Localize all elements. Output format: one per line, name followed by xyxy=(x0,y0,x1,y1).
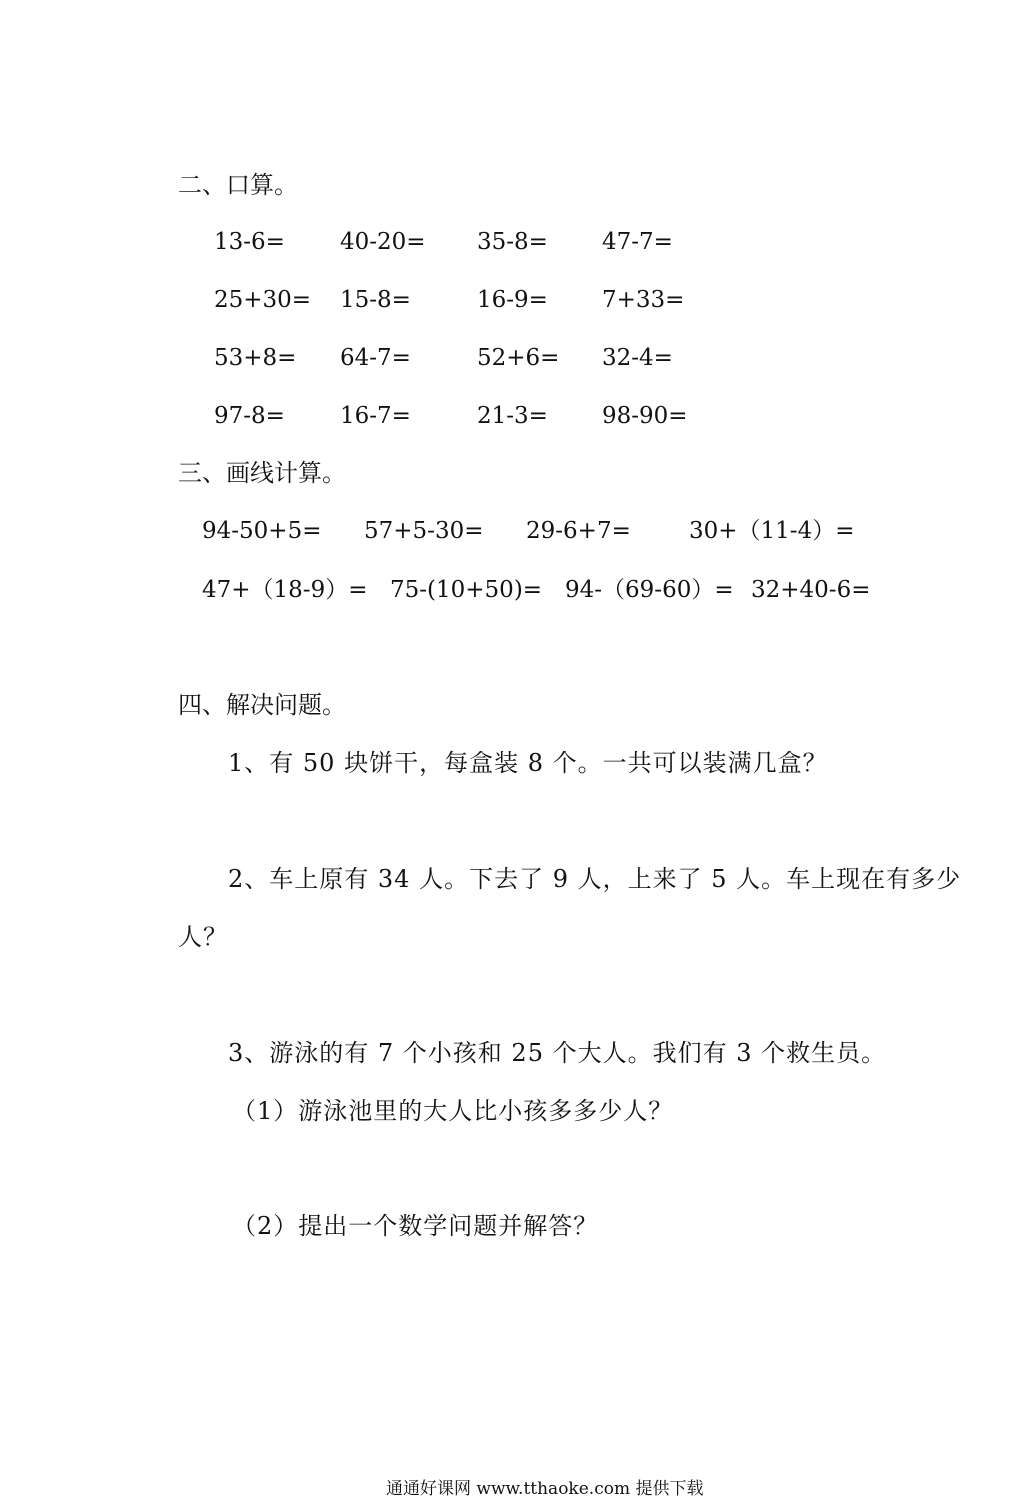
line-calc-item: 94-50+5= xyxy=(202,518,322,544)
line-calc-item: 32+40-6= xyxy=(751,577,871,603)
line-calc-item: 30+（11-4）= xyxy=(689,518,855,544)
oral-calc-item: 64-7= xyxy=(340,345,411,371)
oral-calc-item: 16-7= xyxy=(340,403,411,429)
line-calc-item: 57+5-30= xyxy=(364,518,484,544)
oral-calc-item: 7+33= xyxy=(602,287,685,313)
section-title-oral-calc: 二、口算。 xyxy=(178,171,298,199)
section-title-line-calc: 三、画线计算。 xyxy=(178,459,346,487)
word-problem-3-sub1: （1）游泳池里的大人比小孩多多少人？ xyxy=(232,1097,674,1125)
oral-calc-item: 35-8= xyxy=(477,229,548,255)
oral-calc-item: 97-8= xyxy=(214,403,285,429)
oral-calc-item: 52+6= xyxy=(477,345,560,371)
line-calc-item: 94-（69-60）= xyxy=(565,577,734,603)
word-problem-2-line2: 人？ xyxy=(178,923,228,951)
oral-calc-item: 25+30= xyxy=(214,287,312,313)
oral-calc-item: 15-8= xyxy=(340,287,411,313)
word-problem-1: 1、有 50 块饼干，每盒装 8 个。一共可以装满几盒？ xyxy=(228,749,828,777)
line-calc-item: 75-(10+50)= xyxy=(390,577,543,603)
word-problem-3: 3、游泳的有 7 个小孩和 25 个大人。我们有 3 个救生员。 xyxy=(228,1039,887,1067)
oral-calc-item: 21-3= xyxy=(477,403,548,429)
word-problem-2-line1: 2、车上原有 34 人。下去了 9 人，上来了 5 人。车上现在有多少 xyxy=(228,865,962,893)
line-calc-item: 47+（18-9）= xyxy=(202,577,368,603)
page-footer: 通通好课网 www.tthaoke.com 提供下载 xyxy=(386,1479,704,1499)
oral-calc-item: 98-90= xyxy=(602,403,688,429)
oral-calc-item: 13-6= xyxy=(214,229,285,255)
word-problem-3-sub2: （2）提出一个数学问题并解答？ xyxy=(232,1212,599,1240)
oral-calc-item: 53+8= xyxy=(214,345,297,371)
oral-calc-item: 40-20= xyxy=(340,229,426,255)
line-calc-item: 29-6+7= xyxy=(526,518,631,544)
section-title-word-problems: 四、解决问题。 xyxy=(178,691,346,719)
oral-calc-item: 32-4= xyxy=(602,345,673,371)
oral-calc-item: 16-9= xyxy=(477,287,548,313)
oral-calc-item: 47-7= xyxy=(602,229,673,255)
